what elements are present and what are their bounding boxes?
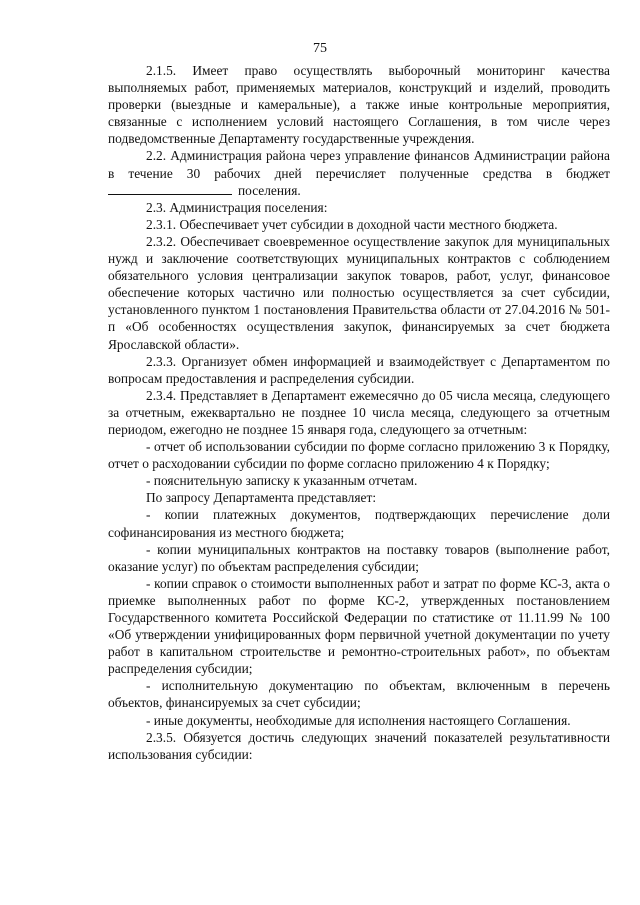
- paragraph-2-3: 2.3. Администрация поселения:: [146, 199, 328, 215]
- paragraph-2-2: [108, 147, 610, 198]
- page-number: 75: [313, 41, 327, 56]
- blank-fill-line: [108, 182, 232, 195]
- list-item: - копии муниципальных контрактов на поставку товаров (выполнение работ, оказание услуг) по объектам распределения субсидии;: [108, 541, 610, 574]
- paragraph-2-3-5: 2.3.5. Обязуется достичь следующих значений показателей результативности использования субсидии:: [108, 729, 610, 762]
- list-item: - копии справок о стоимости выполненных работ и затрат по форме КС-3, акта о приемке выполненных работ по форме КС-2, утвержденных постановлением Государственного комитета Российской Федерации по статистике от 11.11.99 № 100 «Об утверждении унифицированных форм первичной учетной документации по учету работ в капитальном строительстве и ремонтно-строительных работ», по объектам распределения субсидии;: [108, 575, 610, 677]
- list-item: - исполнительную документацию по объектам, включенным в перечень объектов, финансируемых за счет субсидии;: [108, 678, 610, 711]
- list-item: - отчет об использовании субсидии по форме согласно приложению 3 к Порядку, отчет о расходовании субсидии по форме согласно приложению 4 к Порядку;: [108, 439, 610, 472]
- paragraph-2-1-5: 2.1.5. Имеет право осуществлять выборочный мониторинг качества выполняемых работ, применяемых материалов, конструкций и изделий, проводить проверки (выездные и камеральные), а также иные контрольные мероприятия, связанные с исполнением условий настоящего Соглашения, в том числе через подведомственные Департаменту государственные учреждения.: [108, 63, 610, 147]
- list-item: - пояснительную записку к указанным отчетам.: [146, 473, 418, 489]
- paragraph-2-3-3: 2.3.3. Организует обмен информацией и взаимодействует с Департаментом по вопросам предоставления и распределения субсидии.: [108, 353, 610, 386]
- paragraph-2-3-1: 2.3.1. Обеспечивает учет субсидии в доходной части местного бюджета.: [146, 216, 558, 232]
- paragraph-2-3-2: 2.3.2. Обеспечивает своевременное осуществление закупок для муниципальных нужд и заключение соответствующих муниципальных контрактов с соблюдением обязательного условия централизации закупок товаров, работ, услуг, финансовое обеспечение которых частично или полностью осуществляется за счет субсидии, установленного пунктом 1 постановления Правительства области от 27.04.2016 № 501-п «Об особенностях осуществления закупок, финансируемых за счет бюджета Ярославской области».: [108, 233, 610, 352]
- paragraph-2-2-ending: поселения.: [238, 182, 301, 198]
- list-item: - иные документы, необходимые для исполнения настоящего Соглашения.: [146, 712, 571, 728]
- paragraph-2-3-4: 2.3.4. Представляет в Департамент ежемесячно до 05 числа месяца, следующего за отчетным, ежеквартально не позднее 10 числа месяца, следующего за отчетным периодом, ежегодно не позднее 15 января года, следующего за отчетным:: [108, 387, 610, 437]
- paragraph-2-2-text: 2.2. Администрация района через управление финансов Администрации района в течение 30 рабочих дней перечисляет полученные средства в бюджет: [108, 148, 610, 181]
- list-item: - копии платежных документов, подтверждающих перечисление доли софинансирования из местного бюджета;: [108, 507, 610, 540]
- document-body: [108, 62, 610, 763]
- request-intro: По запросу Департамента представляет:: [146, 490, 377, 506]
